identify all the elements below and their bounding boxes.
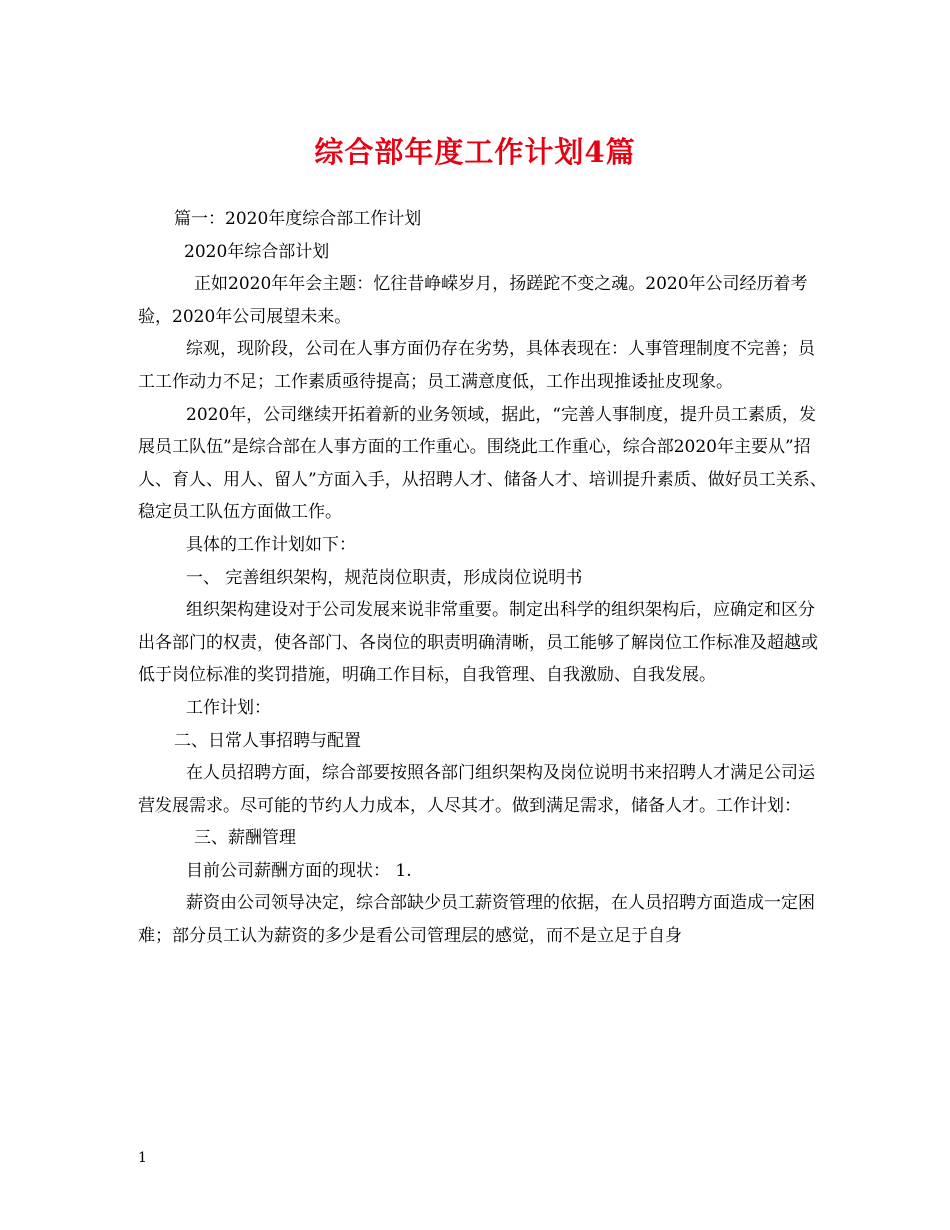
paragraph: 目前公司薪酬方面的现状： 1.	[186, 860, 412, 881]
paragraph: 综观，现阶段，公司在人事方面仍存在劣势，具体表现在：人事管理制度不完善；员工工作动力不足；工作素质亟待提高；员工满意度低，工作出现推诿扯皮现象。	[138, 339, 815, 392]
paragraph: 正如2020年年会主题：忆往昔峥嵘岁月，扬蹉跎不变之魂。2020年公司经历着考验，2020年公司展望未来。	[138, 274, 808, 327]
document-title: 综合部年度工作计划4篇	[314, 135, 636, 169]
document-body	[138, 203, 828, 953]
list-heading: 一、 完善组织架构，规范岗位职责，形成岗位说明书	[186, 567, 583, 588]
paragraph: 在人员招聘方面，综合部要按照各部门组织架构及岗位说明书来招聘人才满足公司运营发展需求。尽可能的节约人力成本，人尽其才。做到满足需求，储备人才。工作计划：	[138, 763, 815, 816]
list-heading: 三、薪酬管理	[194, 828, 296, 849]
section-heading: 篇一：2020年度综合部工作计划	[174, 209, 422, 229]
paragraph: 2020年，公司继续开拓着新的业务领域，据此，“完善人事制度，提升员工素质，发展员工队伍”是综合部在人事方面的工作重心。围绕此工作重心，综合部2020年主要从”招人、育人、用人、留人”方面入手，从招聘人才、储备人才、培训提升素质、做好员工关系、稳定员工队伍方面做工作。	[138, 404, 827, 523]
paragraph: 薪资由公司领导决定，综合部缺少员工薪资管理的依据，在人员招聘方面造成一定困难；部分员工认为薪资的多少是看公司管理层的感觉，而不是立足于自身	[138, 893, 815, 947]
subheading: 2020年综合部计划	[184, 241, 330, 262]
page-number: 1	[138, 1150, 147, 1166]
paragraph: 工作计划：	[186, 697, 271, 718]
paragraph: 具体的工作计划如下：	[186, 534, 356, 555]
paragraph: 组织架构建设对于公司发展来说非常重要。制定出科学的组织架构后，应确定和区分出各部门的权责，使各部门、各岗位的职责明确清晰，员工能够了解岗位工作标准及超越或低于岗位标准的奖罚措施，明确工作目标，自我管理、自我激励、自我发展。	[138, 600, 818, 686]
list-heading: 二、日常人事招聘与配置	[174, 730, 361, 751]
